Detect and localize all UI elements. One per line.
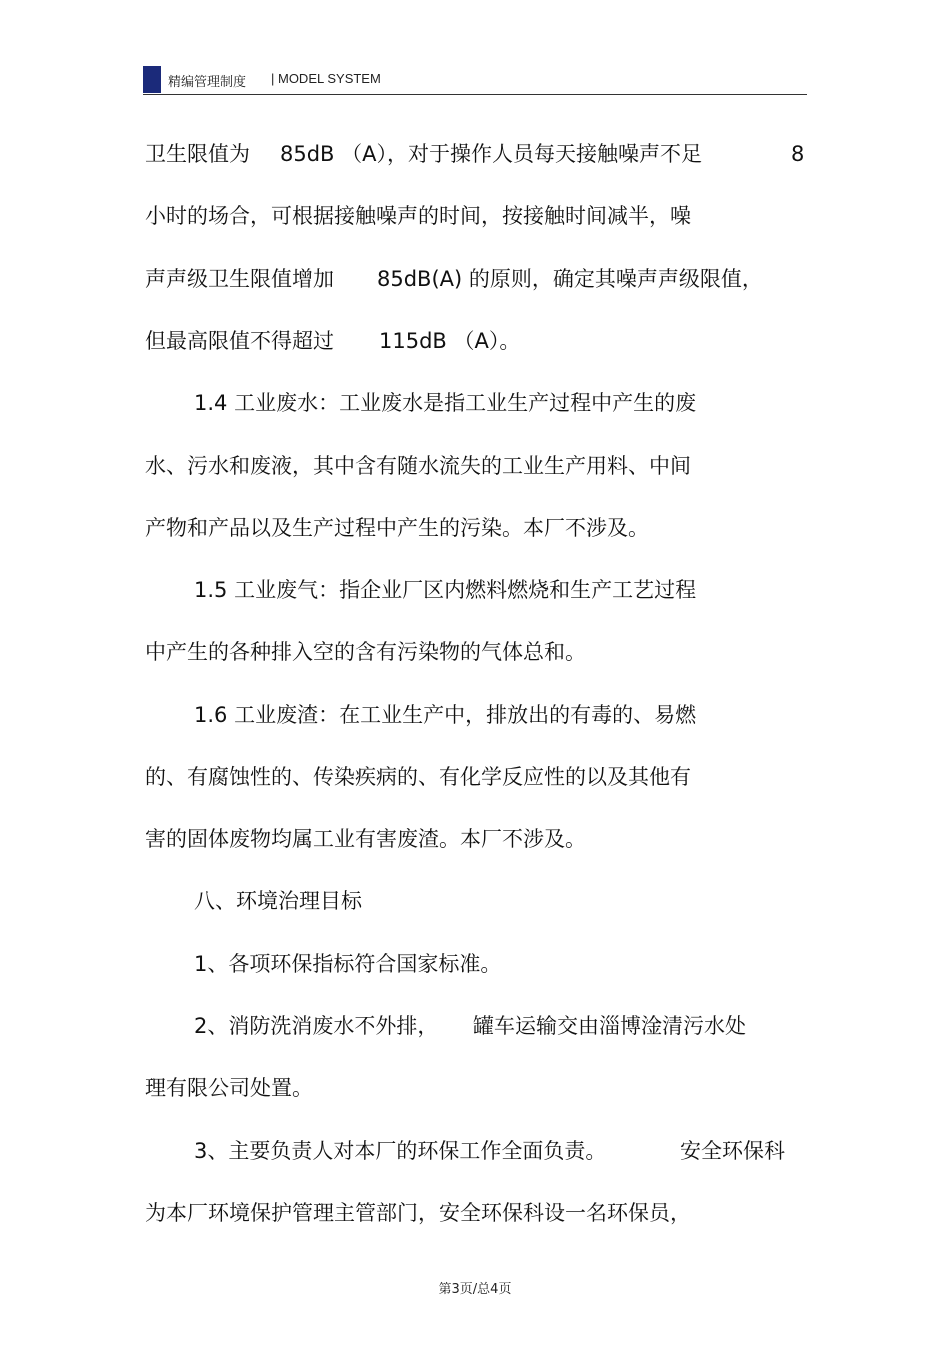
paragraph-line [145,1199,691,1255]
text-segment: 1、各项环保指标符合国家标准。 [194,952,502,976]
text-segment: 八、环境治理目标 [194,889,362,913]
text-segment: 的、有腐蚀性的、传染疾病的、有化学反应性的以及其他有 [145,765,691,789]
paragraph-line [194,950,502,1006]
text-segment: 安全环保科 [680,1139,785,1163]
text-segment: 115dB （A）。 [379,329,521,353]
header-subtitle: | MODEL SYSTEM [271,71,381,86]
header-title: 精编管理制度 [168,75,247,90]
paragraph-line [145,1074,313,1130]
paragraph-line [145,452,691,508]
text-segment: 小时的场合，可根据接触噪声的时间，按接触时间减半，噪 [145,204,691,228]
text-segment: 3、主要负责人对本厂的环保工作全面负责。 [194,1139,607,1163]
text-segment: 85dB （A），对于操作人员每天接触噪声不足 [280,142,702,166]
section-heading [194,887,362,943]
page-header [143,66,807,96]
text-segment: 理有限公司处置。 [145,1076,313,1100]
text-segment: 为本厂环境保护管理主管部门，安全环保科设一名环保员， [145,1201,691,1225]
text-segment: 但最高限值不得超过 [145,329,334,353]
paragraph-line [145,825,586,881]
paragraph-line [194,389,697,445]
text-segment: 85dB(A) 的原则，确定其噪声声级限值， [377,267,763,291]
paragraph-line [194,701,697,757]
text-segment: 声声级卫生限值增加 [145,267,334,291]
text-segment: 害的固体废物均属工业有害废渣。本厂不涉及。 [145,827,586,851]
text-segment: 中产生的各种排入空的含有污染物的气体总和。 [145,640,586,664]
page-number: 第3页/总4页 [438,1282,512,1297]
paragraph-line [145,763,691,819]
header-divider [143,94,807,95]
text-segment: 罐车运输交由淄博淦清污水处 [473,1014,746,1038]
text-segment: 1.5 工业废气：指企业厂区内燃料燃烧和生产工艺过程 [194,578,697,602]
text-segment: 1.4 工业废水：工业废水是指工业生产过程中产生的废 [194,391,697,415]
text-segment: 1.6 工业废渣：在工业生产中，排放出的有毒的、易燃 [194,703,697,727]
text-segment: 2、消防洗消废水不外排， [194,1014,439,1038]
text-segment: 8 [791,142,805,166]
paragraph-line [145,638,586,694]
paragraph-line [194,576,697,632]
paragraph-line [145,202,691,258]
text-segment: 水、污水和废液，其中含有随水流失的工业生产用料、中间 [145,454,691,478]
paragraph-line [145,514,649,570]
logo-icon [143,66,161,93]
text-segment: 产物和产品以及生产过程中产生的污染。本厂不涉及。 [145,516,649,540]
text-segment: 卫生限值为 [145,142,250,166]
